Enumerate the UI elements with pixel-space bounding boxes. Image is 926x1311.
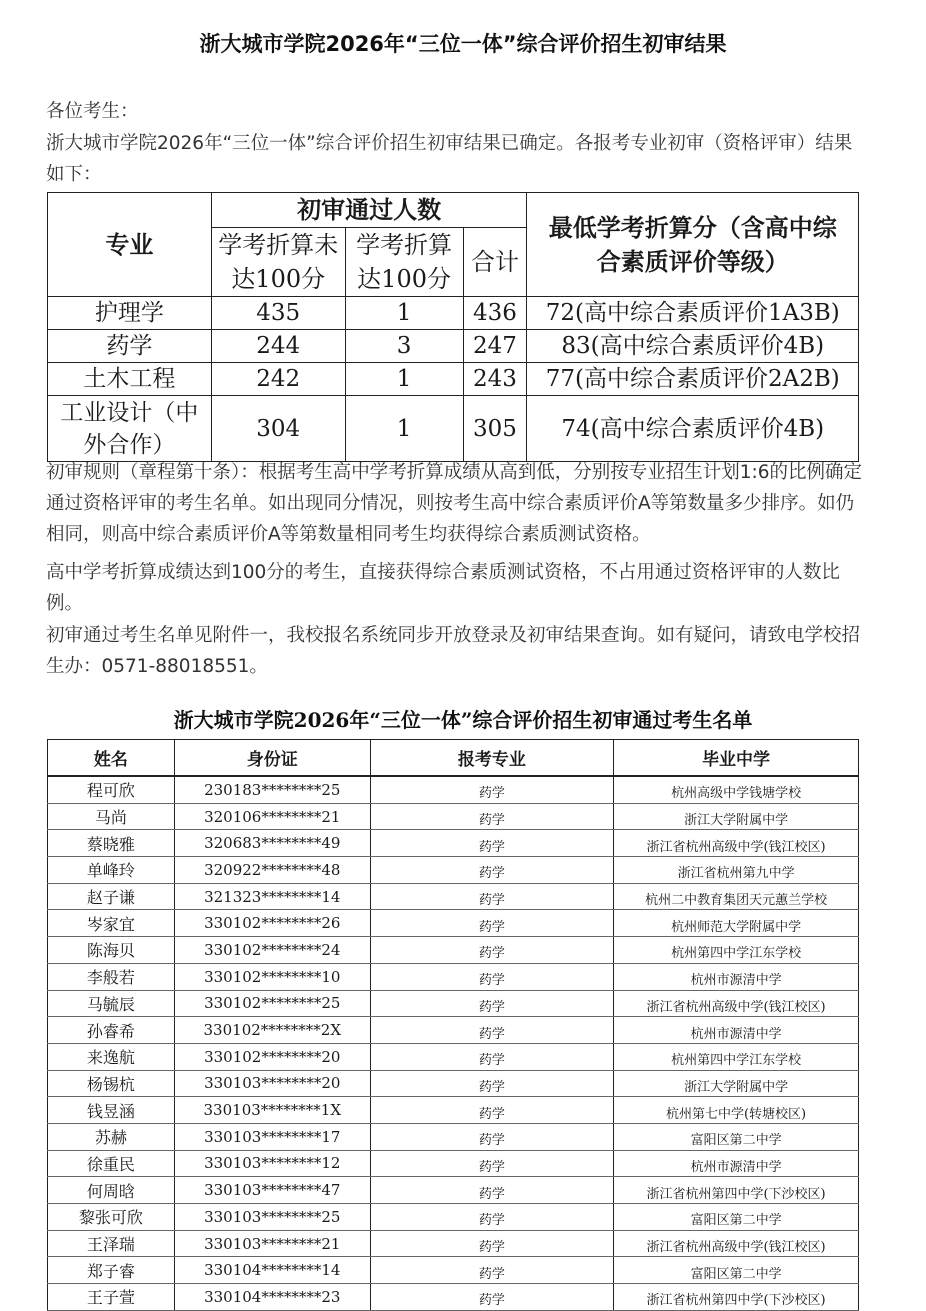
name-cell: 李般若 [48,963,175,990]
header-reach-100: 学考折算达100分 [345,228,463,297]
school-cell: 浙江省杭州第四中学(下沙校区) [614,1177,859,1204]
name-cell: 郑子睿 [48,1257,175,1284]
name-cell: 单峰玲 [48,857,175,884]
table-row [48,883,859,910]
major-cell: 药学 [370,1177,613,1204]
id-cell: 330103********21 [174,1230,370,1257]
min-score-cell: 83(高中综合素质评价4B) [527,330,859,363]
major-cell: 工业设计（中外合作） [48,396,212,462]
header-total: 合计 [463,228,527,297]
table-row [48,1257,859,1284]
header-min-score: 最低学考折算分（含高中综合素质评价等级） [527,193,859,297]
header-major: 专业 [48,193,212,297]
total-cell: 436 [463,297,527,330]
name-cell: 孙睿希 [48,1017,175,1044]
table-row [48,1230,859,1257]
school-cell: 富阳区第二中学 [614,1123,859,1150]
name-cell: 程可欣 [48,776,175,803]
major-cell: 药学 [370,1284,613,1311]
rules-paragraph: 初审规则（章程第十条）：根据考生高中学考折算成绩从高到低，分别按专业招生计划1:6的比例确定通过资格评审的考生名单。如出现同分情况，则按考生高中综合素质评价A等第数量多少排序。如仍相同，则高中综合素质评价A等第数量相同考生均获得综合素质测试资格。 [46,462,863,545]
major-cell: 药学 [48,330,212,363]
table-row [48,910,859,937]
greeting: 各位考生： [46,101,139,122]
name-cell: 马毓辰 [48,990,175,1017]
school-cell: 杭州第七中学(转塘校区) [614,1097,859,1124]
id-cell: 330103********25 [174,1204,370,1231]
min-score-cell: 72(高中综合素质评价1A3B) [527,297,859,330]
major-cell: 药学 [370,803,613,830]
school-cell: 杭州市源清中学 [614,963,859,990]
school-cell: 杭州二中教育集团天元蕙兰学校 [614,883,859,910]
table-row [48,963,859,990]
id-cell: 330102********24 [174,937,370,964]
contact-paragraph: 初审通过考生名单见附件一，我校报名系统同步开放登录及初审结果查询。如有疑问，请致电学校招生办：0571-88018551。 [46,625,861,677]
school-cell: 浙江大学附属中学 [614,803,859,830]
table-row [48,857,859,884]
id-cell: 330102********26 [174,910,370,937]
table-row [48,1123,859,1150]
total-cell: 305 [463,396,527,462]
major-cell: 药学 [370,1070,613,1097]
name-cell: 王泽瑞 [48,1230,175,1257]
table-row [48,1043,859,1070]
reach100-cell: 3 [345,330,463,363]
major-cell: 土木工程 [48,363,212,396]
major-cell: 药学 [370,1097,613,1124]
name-cell: 赵子谦 [48,883,175,910]
school-cell: 杭州师范大学附属中学 [614,910,859,937]
major-cell: 药学 [370,1123,613,1150]
name-cell: 来逸航 [48,1043,175,1070]
header-major: 报考专业 [370,740,613,777]
id-cell: 330104********14 [174,1257,370,1284]
reach100-cell: 1 [345,363,463,396]
school-cell: 浙江省杭州高级中学(钱江校区) [614,990,859,1017]
id-cell: 230183********25 [174,776,370,803]
id-cell: 320683********49 [174,830,370,857]
table-row [48,990,859,1017]
id-cell: 330103********47 [174,1177,370,1204]
name-cell: 何周晗 [48,1177,175,1204]
table-row [48,803,859,830]
major-cell: 药学 [370,1204,613,1231]
major-cell: 药学 [370,1017,613,1044]
id-cell: 320106********21 [174,803,370,830]
table-row [48,297,859,330]
table-row [48,1070,859,1097]
school-cell: 浙江省杭州高级中学(钱江校区) [614,830,859,857]
header-passed-count: 初审通过人数 [211,193,527,228]
school-cell: 富阳区第二中学 [614,1204,859,1231]
major-cell: 药学 [370,1257,613,1284]
major-cell: 药学 [370,1230,613,1257]
table-row [48,1177,859,1204]
name-cell: 苏赫 [48,1123,175,1150]
total-cell: 243 [463,363,527,396]
rules-paragraph-full-score: 高中学考折算成绩达到100分的考生，直接获得综合素质测试资格，不占用通过资格评审的人数比例。 [46,562,840,614]
id-cell: 330102********10 [174,963,370,990]
header-below-100: 学考折算未达100分 [211,228,345,297]
school-cell: 浙江大学附属中学 [614,1070,859,1097]
id-cell: 330103********1X [174,1097,370,1124]
id-cell: 321323********14 [174,883,370,910]
table-row [48,363,859,396]
min-score-cell: 77(高中综合素质评价2A2B) [527,363,859,396]
school-cell: 浙江省杭州第九中学 [614,857,859,884]
school-cell: 富阳区第二中学 [614,1257,859,1284]
table-row [48,1150,859,1177]
id-cell: 330102********25 [174,990,370,1017]
id-cell: 330103********17 [174,1123,370,1150]
name-cell: 马尚 [48,803,175,830]
table-row [48,776,859,803]
reach100-cell: 1 [345,396,463,462]
id-cell: 320922********48 [174,857,370,884]
major-cell: 药学 [370,937,613,964]
below100-cell: 244 [211,330,345,363]
table-row [48,396,859,462]
school-cell: 杭州市源清中学 [614,1017,859,1044]
id-cell: 330102********2X [174,1017,370,1044]
table-row [48,1204,859,1231]
school-cell: 杭州第四中学江东学校 [614,937,859,964]
name-cell: 蔡晓雅 [48,830,175,857]
page-title: 浙大城市学院2026年“三位一体”综合评价招生初审结果 [199,32,727,56]
id-cell: 330103********20 [174,1070,370,1097]
table-row [48,937,859,964]
table-row [48,1284,859,1311]
summary-table [47,192,859,462]
major-cell: 药学 [370,990,613,1017]
header-id: 身份证 [174,740,370,777]
name-cell: 岑家宜 [48,910,175,937]
school-cell: 杭州市源清中学 [614,1150,859,1177]
major-cell: 药学 [370,963,613,990]
min-score-cell: 74(高中综合素质评价4B) [527,396,859,462]
id-cell: 330104********23 [174,1284,370,1311]
name-cell: 徐重民 [48,1150,175,1177]
table-row [48,1097,859,1124]
intro-paragraph: 浙大城市学院2026年“三位一体”综合评价招生初审结果已确定。各报考专业初审（资格评审）结果如下： [46,133,853,185]
table-row [48,830,859,857]
school-cell: 浙江省杭州第四中学(下沙校区) [614,1284,859,1311]
below100-cell: 304 [211,396,345,462]
major-cell: 药学 [370,1043,613,1070]
name-cell: 钱昱涵 [48,1097,175,1124]
reach100-cell: 1 [345,297,463,330]
table-row [48,1017,859,1044]
major-cell: 药学 [370,1150,613,1177]
major-cell: 药学 [370,830,613,857]
major-cell: 药学 [370,883,613,910]
id-cell: 330102********20 [174,1043,370,1070]
below100-cell: 242 [211,363,345,396]
major-cell: 药学 [370,776,613,803]
name-cell: 黎张可欣 [48,1204,175,1231]
school-cell: 浙江省杭州高级中学(钱江校区) [614,1230,859,1257]
name-cell: 王子萱 [48,1284,175,1311]
major-cell: 药学 [370,910,613,937]
candidate-list-table [47,739,859,1311]
major-cell: 药学 [370,857,613,884]
major-cell: 护理学 [48,297,212,330]
name-cell: 杨锡杭 [48,1070,175,1097]
header-name: 姓名 [48,740,175,777]
total-cell: 247 [463,330,527,363]
id-cell: 330103********12 [174,1150,370,1177]
below100-cell: 435 [211,297,345,330]
school-cell: 杭州高级中学钱塘学校 [614,776,859,803]
header-school: 毕业中学 [614,740,859,777]
name-cell: 陈海贝 [48,937,175,964]
school-cell: 杭州第四中学江东学校 [614,1043,859,1070]
table-row [48,330,859,363]
list-title: 浙大城市学院2026年“三位一体”综合评价招生初审通过考生名单 [173,708,753,732]
